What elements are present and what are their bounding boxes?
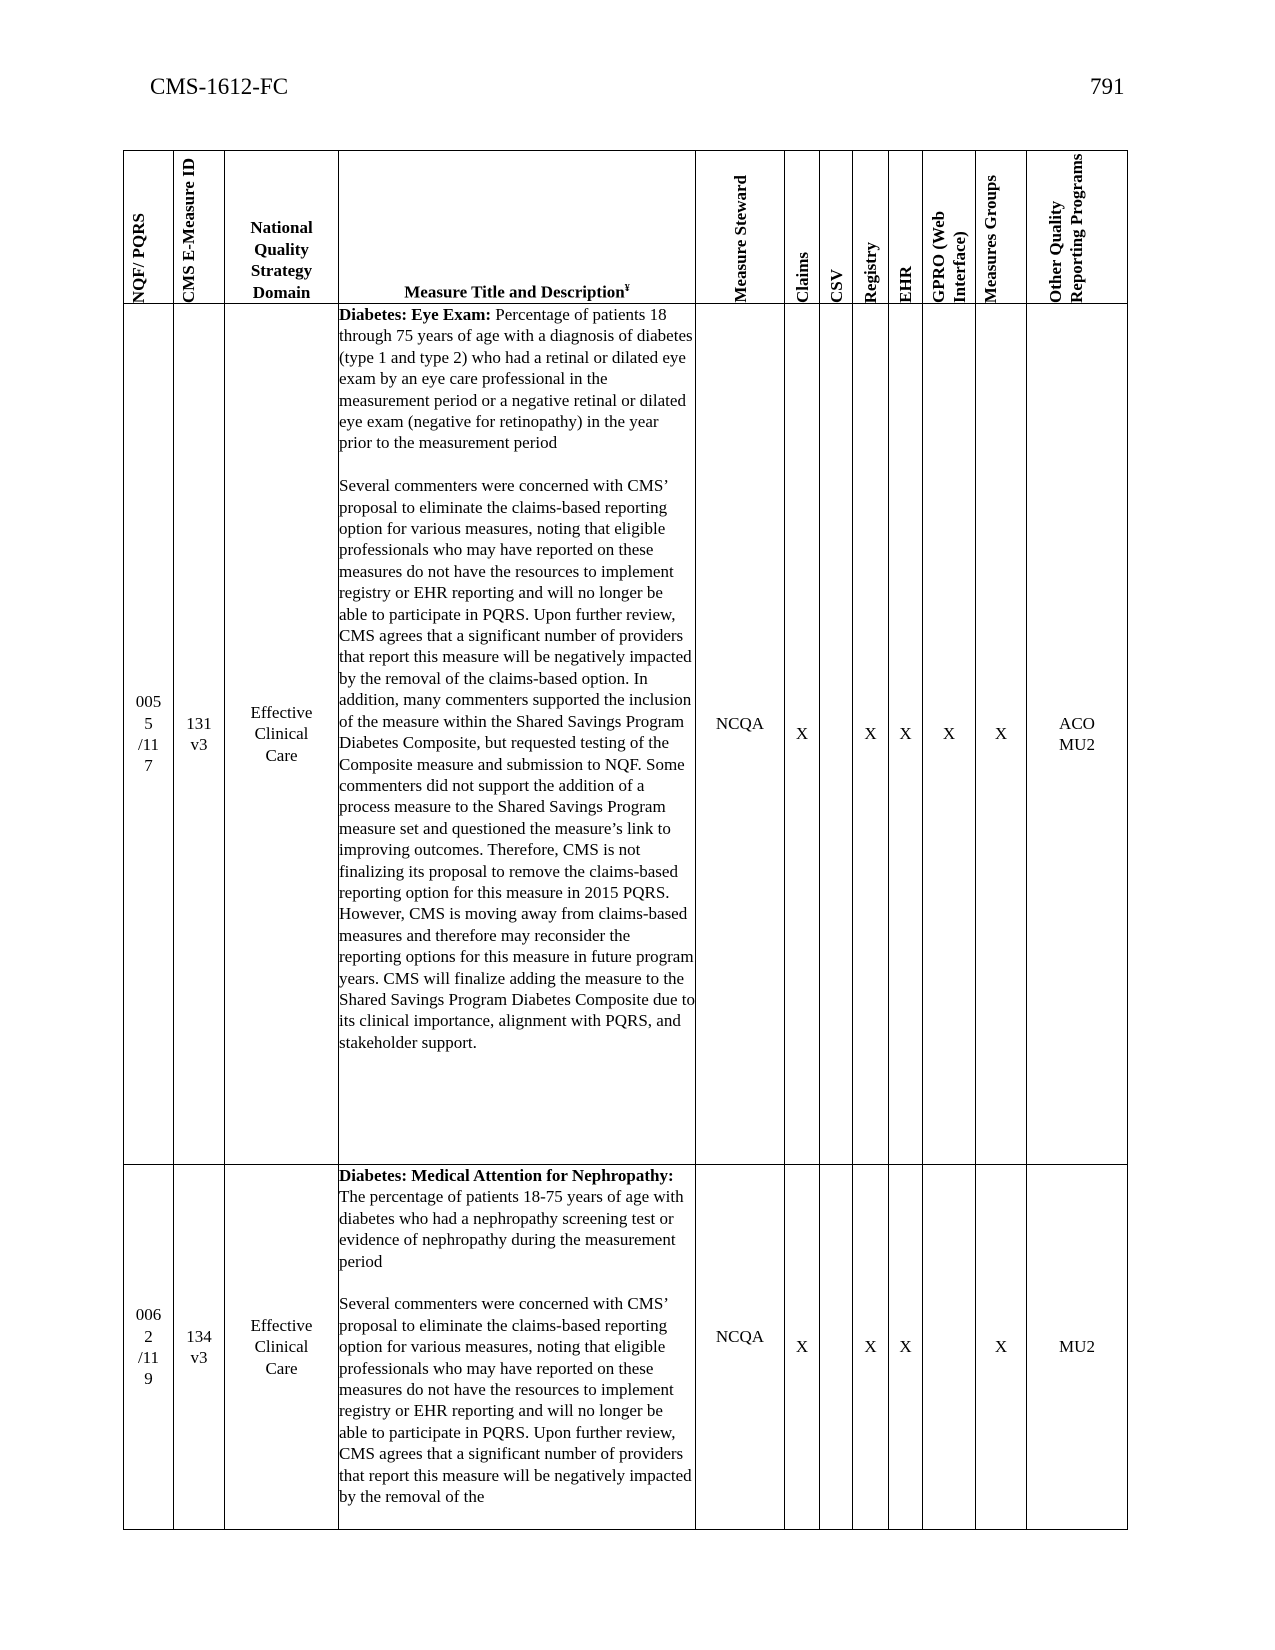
- header-cms-emeasure-id: CMS E-Measure ID: [174, 151, 225, 304]
- cell-other-programs: ACO MU2: [1027, 304, 1128, 1165]
- header-gpro: GPRO (Web Interface): [923, 151, 976, 304]
- cell-cms-id: 134 v3: [174, 1165, 225, 1530]
- measure-comment: Several commenters were concerned with CMS’ proposal to eliminate the claims-based reporting option for various measures, noting that eligible professionals who may have reported on these measures do not have the resources to implement registry or EHR reporting and will no longer be able to participate in PQRS. Upon further review, CMS agrees that a significant number of providers that report this measure will be negatively impacted by the removal of the claims-based option. In addition, many commenters supported the inclusion of the measure within the Shared Savings Program Diabetes Composite, but requested testing of the Composite measure and submission to NQF. Some commenters did not support the addition of a process measure to the Shared Savings Program measure set and questioned the measure’s link to improving outcomes. Therefore, CMS is not finalizing its proposal to remove the claims-based reporting option for this measure in 2015 PQRS. However, CMS is moving away from claims-based measures and therefore may reconsider the reporting options for this measure in future program years. CMS will finalize adding the measure to the Shared Savings Program Diabetes Composite due to its clinical importance, alignment with PQRS, and stakeholder support.: [339, 476, 696, 1052]
- header-other-programs: Other Quality Reporting Programs: [1027, 151, 1128, 304]
- measures-table: [123, 150, 1128, 1530]
- cell-ehr: X: [889, 1165, 923, 1530]
- cell-cms-id: 131 v3: [174, 304, 225, 1165]
- header-ehr: EHR: [889, 151, 923, 304]
- header-measures-groups: Measures Groups: [976, 151, 1027, 304]
- header-nqf-pqrs: NQF/ PQRS: [124, 151, 174, 304]
- document-id: CMS-1612-FC: [150, 74, 289, 99]
- measure-summary: [339, 304, 695, 454]
- cell-other-programs: MU2: [1027, 1165, 1128, 1530]
- cell-domain: Effective Clinical Care: [225, 1165, 339, 1530]
- cell-ehr: X: [889, 304, 923, 1165]
- cell-nqf: 006 2 /11 9: [124, 1165, 174, 1530]
- cell-gpro: X: [923, 304, 976, 1165]
- measure-description: The percentage of patients 18-75 years of age with diabetes who had a nephropathy screening test or evidence of nephropathy during the measurement period: [339, 1187, 684, 1271]
- cell-claims: X: [785, 304, 820, 1165]
- cell-gpro: [923, 1165, 976, 1530]
- cell-steward: NCQA: [696, 1165, 785, 1530]
- cell-domain: Effective Clinical Care: [225, 304, 339, 1165]
- table-row: [124, 304, 1128, 1165]
- cell-csv: [820, 304, 853, 1165]
- cell-registry: X: [853, 1165, 889, 1530]
- measure-title: Diabetes: Medical Attention for Nephropathy:: [339, 1166, 674, 1185]
- header-csv: CSV: [820, 151, 853, 304]
- header-registry: Registry: [853, 151, 889, 304]
- cell-description: [339, 304, 696, 1165]
- measure-summary: [339, 1165, 695, 1272]
- header-claims: Claims: [785, 151, 820, 304]
- cell-registry: X: [853, 304, 889, 1165]
- cell-nqf: 005 5 /11 7: [124, 304, 174, 1165]
- header-measure-steward: Measure Steward: [696, 151, 785, 304]
- page-number: 791: [1090, 74, 1125, 99]
- cell-groups: X: [976, 1165, 1027, 1530]
- table-header-row: [124, 151, 1128, 304]
- cell-description: [339, 1165, 696, 1530]
- measure-comment: Several commenters were concerned with CMS’ proposal to eliminate the claims-based reporting option for various measures, noting that eligible professionals who may have reported on these measures do not have the resources to implement registry or EHR reporting and will no longer be able to participate in PQRS. Upon further review, CMS agrees that a significant number of providers that report this measure will be negatively impacted by the removal of the: [339, 1294, 692, 1507]
- header-quality-domain: National Quality Strategy Domain: [225, 151, 339, 304]
- header-measure-title: Measure Title and Description¥: [339, 151, 696, 304]
- cell-steward: NCQA: [696, 304, 785, 1165]
- cell-claims: X: [785, 1165, 820, 1530]
- cell-groups: X: [976, 304, 1027, 1165]
- cell-csv: [820, 1165, 853, 1530]
- measure-description: Percentage of patients 18 through 75 years of age with a diagnosis of diabetes (type 1 and type 2) who had a retinal or dilated eye exam by an eye care professional in the measurement period or a negative retinal or dilated eye exam (negative for retinopathy) in the year prior to the measurement period: [339, 305, 693, 453]
- table-row: [124, 1165, 1128, 1530]
- measure-title: Diabetes: Eye Exam:: [339, 305, 492, 324]
